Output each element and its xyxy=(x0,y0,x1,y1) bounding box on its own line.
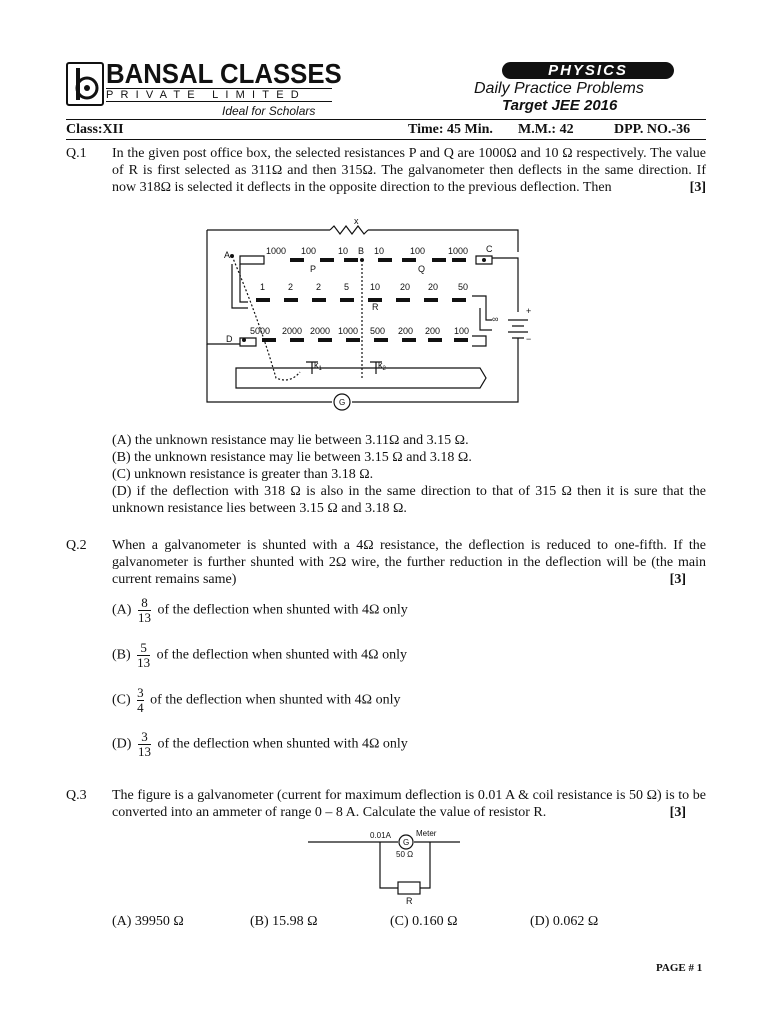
q2-option-a-label: (A) xyxy=(112,602,132,618)
post-office-box-diagram xyxy=(200,212,530,418)
label-c: C xyxy=(486,244,493,254)
q2-option-a-num: 8 xyxy=(141,595,148,610)
header-rule-top xyxy=(66,119,706,120)
row2-values xyxy=(260,282,468,292)
q2-option-b-text: of the deflection when shunted with 4Ω only xyxy=(156,647,407,663)
coil-label: 50 Ω xyxy=(396,850,414,859)
q2-option-a-fraction xyxy=(138,596,151,625)
label-x: x xyxy=(354,216,359,226)
label-minus: − xyxy=(526,334,532,344)
brand-subtitle: PRIVATE LIMITED xyxy=(106,88,332,102)
q1-text xyxy=(112,145,706,196)
q3-marks: [3] xyxy=(669,805,686,820)
q2-option-d xyxy=(112,730,408,759)
q2-option-a-den: 13 xyxy=(137,610,151,625)
row1-value-1: 100 xyxy=(301,246,317,256)
row3-value-0: 5000 xyxy=(250,326,271,336)
row1-value-3: 10 xyxy=(374,246,385,256)
label-p: P xyxy=(310,264,317,274)
q3-text xyxy=(112,787,706,821)
dpp-number: DPP. NO.-36 xyxy=(614,122,691,137)
q2-option-b-label: (B) xyxy=(112,647,131,663)
q2-option-d-text: of the deflection when shunted with 4Ω only xyxy=(157,736,408,752)
g-label: G xyxy=(403,838,410,847)
q2-option-d-den: 13 xyxy=(137,744,151,759)
row3-value-6: 200 xyxy=(425,326,441,336)
page-number: PAGE # 1 xyxy=(656,962,703,974)
row3-value-5: 200 xyxy=(398,326,414,336)
q2-option-c-label: (C) xyxy=(112,692,131,708)
row2-value-3: 5 xyxy=(344,282,350,292)
q2-option-d-label: (D) xyxy=(112,736,132,752)
label-plus: + xyxy=(526,306,532,316)
row1-value-0: 1000 xyxy=(266,246,287,256)
document-title: Daily Practice Problems xyxy=(474,80,644,97)
row2-value-5: 20 xyxy=(400,282,411,292)
row3-value-1: 2000 xyxy=(282,326,303,336)
q2-option-b-fraction xyxy=(137,641,150,670)
row3-values xyxy=(250,326,469,336)
label-d: D xyxy=(226,334,233,344)
q2-marks: [3] xyxy=(669,572,686,587)
meter-label: Meter xyxy=(416,829,437,838)
row2-value-2: 2 xyxy=(316,282,322,292)
brand-tagline: Ideal for Scholars xyxy=(222,104,316,118)
q2-option-a xyxy=(112,596,408,625)
ammeter-diagram xyxy=(306,826,466,906)
q1-number: Q.1 xyxy=(66,146,87,161)
row3-value-2: 2000 xyxy=(310,326,331,336)
current-label: 0.01A xyxy=(370,831,391,840)
q2-option-b-num: 5 xyxy=(140,640,147,655)
q1-option-a: (A) the unknown resistance may lie between 3.11Ω and 3.15 Ω. xyxy=(112,433,469,448)
row2-value-1: 2 xyxy=(288,282,294,292)
q3-option-d: (D) 0.062 Ω xyxy=(530,914,599,929)
row1-value-2: 10 xyxy=(338,246,349,256)
label-q: Q xyxy=(418,264,426,274)
q2-text xyxy=(112,537,706,588)
row2-value-6: 20 xyxy=(428,282,439,292)
label-g: G xyxy=(339,398,346,407)
q1-option-d: (D) if the deflection with 318 Ω is also in the same direction to that of 315 Ω then it is sure that the unknown resistance lies between 3.15 Ω and 3.18 Ω. xyxy=(112,484,706,516)
q3-option-a: (A) 39950 Ω xyxy=(112,914,184,929)
label-k1: $k_1$ xyxy=(314,360,322,372)
q3-option-b: (B) 15.98 Ω xyxy=(250,914,318,929)
subject-badge: PHYSICS xyxy=(502,62,674,79)
class-label: Class:XII xyxy=(66,122,124,137)
q2-statement: When a galvanometer is shunted with a 4Ω resistance, the deflection is reduced to one-fifth. If the galvanometer is further shunted with 2Ω wire, the further reduction in the deflection will be (the main current remains same) xyxy=(112,538,706,587)
brand-name: BANSAL CLASSES xyxy=(106,58,342,89)
q1-option-b: (B) the unknown resistance may lie between 3.15 Ω and 3.18 Ω. xyxy=(112,450,472,465)
label-r: R xyxy=(372,302,379,312)
label-a: A xyxy=(224,250,231,260)
row3-value-3: 1000 xyxy=(338,326,359,336)
q2-option-c-text: of the deflection when shunted with 4Ω only xyxy=(150,692,401,708)
q2-option-c xyxy=(112,686,400,715)
q2-option-b xyxy=(112,641,407,670)
header-rule-bottom xyxy=(66,139,706,140)
q1-option-c: (C) unknown resistance is greater than 3.18 Ω. xyxy=(112,467,374,482)
marks-label: M.M.: 42 xyxy=(518,122,574,137)
label-infinity: ∞ xyxy=(492,314,499,324)
row2-value-7: 50 xyxy=(458,282,469,292)
row2-value-4: 10 xyxy=(370,282,381,292)
label-k2: $k_2$ xyxy=(378,360,386,372)
brand-logo xyxy=(66,62,104,106)
row1-values xyxy=(266,246,468,256)
q1-statement: In the given post office box, the selected resistances P and Q are 1000Ω and 10 Ω respectively. The value of R is first selected as 311Ω and then 315Ω. The galvanometer then deflects in the same direction. If now 318Ω is selected it deflects in the opposite direction to the previous deflection. Then xyxy=(112,146,706,195)
q2-option-d-num: 3 xyxy=(141,729,148,744)
row3-value-7: 100 xyxy=(454,326,470,336)
q2-option-c-den: 4 xyxy=(137,700,144,715)
logo-mark-icon xyxy=(68,64,102,104)
q3-statement: The figure is a galvanometer (current for maximum deflection is 0.01 A & coil resistance is 50 Ω) is to be converted into an ammeter of range 0 – 8 A. Calculate the value of resistor R. xyxy=(112,788,706,820)
row1-value-5: 1000 xyxy=(448,246,469,256)
target-exam: Target JEE 2016 xyxy=(502,97,618,114)
q3-number: Q.3 xyxy=(66,788,87,803)
row3-value-4: 500 xyxy=(370,326,386,336)
r-label: R xyxy=(406,896,413,906)
time-label: Time: 45 Min. xyxy=(408,122,493,137)
q2-option-b-den: 13 xyxy=(137,655,151,670)
q2-option-c-fraction xyxy=(137,686,144,715)
q2-number: Q.2 xyxy=(66,538,87,553)
q3-option-c: (C) 0.160 Ω xyxy=(390,914,458,929)
row2-value-0: 1 xyxy=(260,282,266,292)
q2-option-c-num: 3 xyxy=(137,685,144,700)
q2-option-d-fraction xyxy=(138,730,151,759)
label-b: B xyxy=(358,246,365,256)
q2-option-a-text: of the deflection when shunted with 4Ω only xyxy=(157,602,408,618)
q1-marks: [3] xyxy=(689,180,706,195)
row1-value-4: 100 xyxy=(410,246,426,256)
